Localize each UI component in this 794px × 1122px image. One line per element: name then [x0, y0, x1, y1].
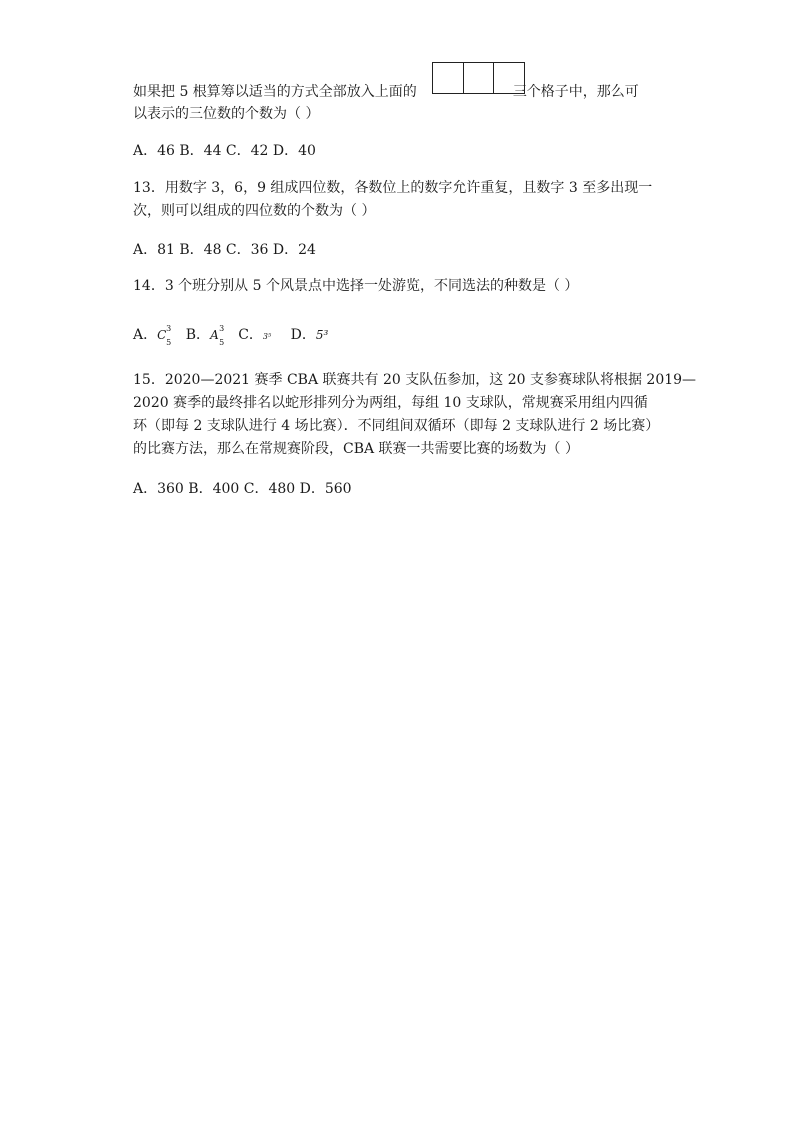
grid-cell	[464, 63, 495, 93]
math-sup: 3	[219, 324, 225, 333]
combination-symbol	[157, 324, 172, 347]
q12-line1	[133, 82, 639, 102]
q15-line4: 的比赛方法，那么在常规赛阶段，CBA 联赛一共需要比赛的场数为（ ）	[133, 441, 580, 457]
arrangement-symbol	[210, 324, 225, 347]
option-label: A．	[133, 327, 158, 343]
q14-option-c	[238, 325, 271, 347]
q14-option-d	[291, 325, 329, 345]
option-label: B．	[185, 327, 211, 343]
grid-cell	[433, 63, 464, 93]
power-expression: 5³	[315, 328, 329, 342]
math-sub: 5	[219, 338, 225, 347]
math-base: C	[157, 328, 167, 342]
q14-line1: 14．3 个班分别从 5 个风景点中选择一处游览，不同选法的种数是（ ）	[133, 278, 579, 294]
q15-line1: 15．2020—2021 赛季 CBA 联赛共有 20 支队伍参加，这 20 支参赛球队将根据 2019—	[133, 372, 697, 388]
q13-line2: 次，则可以组成的四位数的个数为（ ）	[133, 203, 376, 219]
q15-options: A．360 B．400 C．480 D．560	[133, 481, 352, 497]
power-expression: 3⁵	[262, 332, 272, 341]
q14-option-b	[185, 324, 225, 347]
q12-text-before-grid: 如果把 5 根算筹以适当的方式全部放入上面的	[133, 84, 417, 100]
q14-option-a	[133, 324, 172, 347]
q14-options	[133, 325, 337, 347]
option-label: D．	[290, 327, 316, 343]
grid-cell	[494, 63, 524, 93]
q12-line2: 以表示的三位数的个数为（ ）	[133, 106, 320, 122]
q15-line2: 2020 赛季的最终排名以蛇形排列分为两组，每组 10 支球队，常规赛采用组内四循	[133, 395, 648, 411]
q15-line3: 环（即每 2 支球队进行 4 场比赛）．不同组间双循环（即每 2 支球队进行 2 场比赛）	[133, 418, 660, 434]
q13-line1: 13．用数字 3，6，9 组成四位数，各数位上的数字允许重复，且数字 3 至多出现一	[133, 180, 653, 196]
q12-options: A．46 B．44 C．42 D．40	[133, 143, 316, 159]
option-label: C．	[238, 327, 263, 343]
math-base: A	[210, 328, 219, 342]
math-sub: 5	[166, 338, 172, 347]
three-cell-grid	[432, 62, 525, 94]
q12-text-after-grid: 三个格子中，那么可	[512, 84, 639, 100]
q13-options: A．81 B．48 C．36 D．24	[133, 242, 316, 258]
math-sup: 3	[166, 324, 172, 333]
